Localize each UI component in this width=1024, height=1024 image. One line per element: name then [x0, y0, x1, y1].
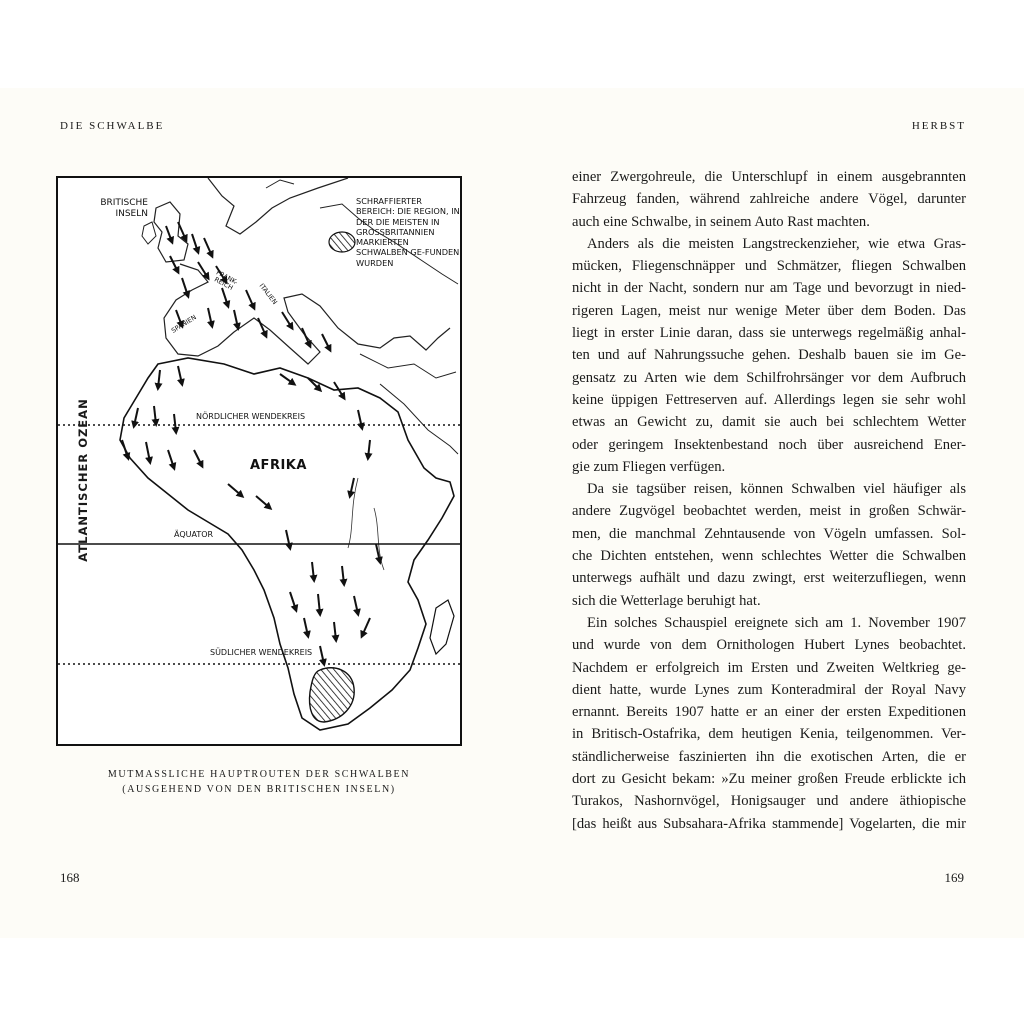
text-line: einer Zwergohreule, die Unterschlupf in einem ausgebrannten — [572, 169, 966, 185]
label-africa: AFRIKA — [250, 458, 307, 473]
text-line: nicht in der Nacht, sondern nur am Tage und bevorzugt in nied- — [572, 280, 966, 297]
text-line: ernannt. Bereits 1907 hatte er an einer der ersten Expeditionen — [572, 704, 966, 721]
label-spanien: SPANIEN — [169, 313, 198, 335]
migration-map — [56, 176, 462, 746]
text-line: ten und auf Nahrungssuche gehen. Deshalb bauen sie im Ge- — [572, 347, 966, 364]
label-legend: SCHRAFFIERTER BEREICH: DIE REGION, IN DER DIE MEISTEN IN GROSSBRITANNIEN MARKIERTEN SCHWALBEN GE-FUNDEN WURDEN — [356, 196, 460, 268]
caption-line-2: (AUSGEHEND VON DEN BRITISCHEN INSELN) — [122, 783, 396, 795]
route-arrows — [122, 222, 380, 664]
text-line: gie zum Fliegen verfügen. — [572, 458, 726, 475]
text-line: Turakos, Nashornvögel, Honigsauger und andere äthiopische — [572, 793, 966, 810]
hatched-wintering-area — [310, 668, 355, 722]
text-line: dient hatte, wurde Lynes zum Konteradmiral der Royal Navy — [572, 681, 966, 698]
caption-line-1: MUTMASSLICHE HAUPTROUTEN DER SCHWALBEN — [107, 769, 411, 780]
label-tropic-north: NÖRDLICHER WENDEKREIS — [196, 412, 306, 421]
text-line: gensatz zu Arten wie dem Schilfrohrsänger vor dem Aufbruch — [572, 369, 966, 386]
madagascar — [430, 600, 454, 654]
text-line: Fahrzeug fanden, während zahlreiche andere Vögel, darunter — [572, 191, 966, 208]
label-italien: ITALIEN — [257, 281, 279, 307]
text-line: sich die Wetterlage beruhigt hat. — [572, 592, 761, 609]
legend-hatch-sample — [329, 232, 355, 252]
text-line: unterwegs aufhält und dazu zwingt, erst weiterzufliegen, wenn — [572, 570, 966, 587]
text-line: men, die manchmal Zehntausende von Vögeln umfassen. Sol- — [572, 525, 966, 542]
text-line: keine üppigen Fettreserven auf. Allerdings legen sie sehr wohl — [572, 391, 966, 408]
text-line: oder geringem Insektenbestand noch über ausreichend Ener- — [572, 436, 966, 453]
text-line: Nachdem er erfolgreich im Ersten und Zweiten Weltkrieg ge- — [572, 659, 966, 676]
label-equator: ÄQUATOR — [174, 530, 214, 539]
text-line: auch eine Schwalbe, in seinem Auto Rast machten. — [572, 213, 870, 230]
label-atlantic-ocean: ATLANTISCHER OZEAN — [76, 398, 90, 562]
text-line: in Britisch-Ostafrika, dem heutigen Kenia, teilgenommen. Ver- — [572, 726, 966, 743]
text-line: rigeren Lagen, meist nur wenige Meter über dem Boden. Das — [572, 302, 966, 319]
running-head-right: HERBST — [911, 120, 966, 132]
text-line: dort zu Gesicht bekam: »Zu meiner großen Freude erblickte ich — [572, 771, 966, 788]
text-line: Anders als die meisten Langstreckenzieher, wie etwa Gras- — [587, 235, 966, 252]
text-line: ständlicherweise faszinierten ihn die exotischen Arten, die er — [572, 748, 966, 765]
label-british-isles: BRITISCHE INSELN — [100, 198, 148, 220]
page-number-left: 168 — [60, 870, 80, 885]
text-line: Da sie tagsüber reisen, können Schwalben viel häufiger als — [587, 481, 966, 498]
text-line: che Dichten entstehen, wenn schlechtes Wetter die Schwalben — [572, 548, 966, 565]
text-line: und wurde von dem Ornithologen Hubert Lynes beobachtet. — [572, 637, 966, 654]
text-line: [das heißt aus Subsahara-Afrika stammende] Vogelarten, die mir — [572, 815, 966, 832]
body-text — [572, 166, 966, 835]
page-number-right: 169 — [944, 870, 964, 885]
text-line: mücken, Fliegenschnäpper und Schmätzer, fliegen Schwalben — [572, 258, 966, 275]
map-caption — [56, 768, 462, 797]
text-line: etwas an Gewicht zu, damit sie auch bei schlechtem Wetter — [572, 414, 966, 431]
text-line: Ein solches Schauspiel ereignete sich am 1. November 1907 — [587, 614, 966, 631]
text-line: liegt in erster Linie daran, dass sie unterwegs regelmäßig anhal- — [572, 325, 966, 342]
label-tropic-south: SÜDLICHER WENDEKREIS — [210, 648, 313, 657]
running-head-left: DIE SCHWALBE — [60, 120, 165, 132]
label-frankreich: FRANK-REICH — [212, 268, 240, 293]
text-line: andere Zugvögel beobachtet werden, meist in großen Schwär- — [572, 503, 966, 520]
